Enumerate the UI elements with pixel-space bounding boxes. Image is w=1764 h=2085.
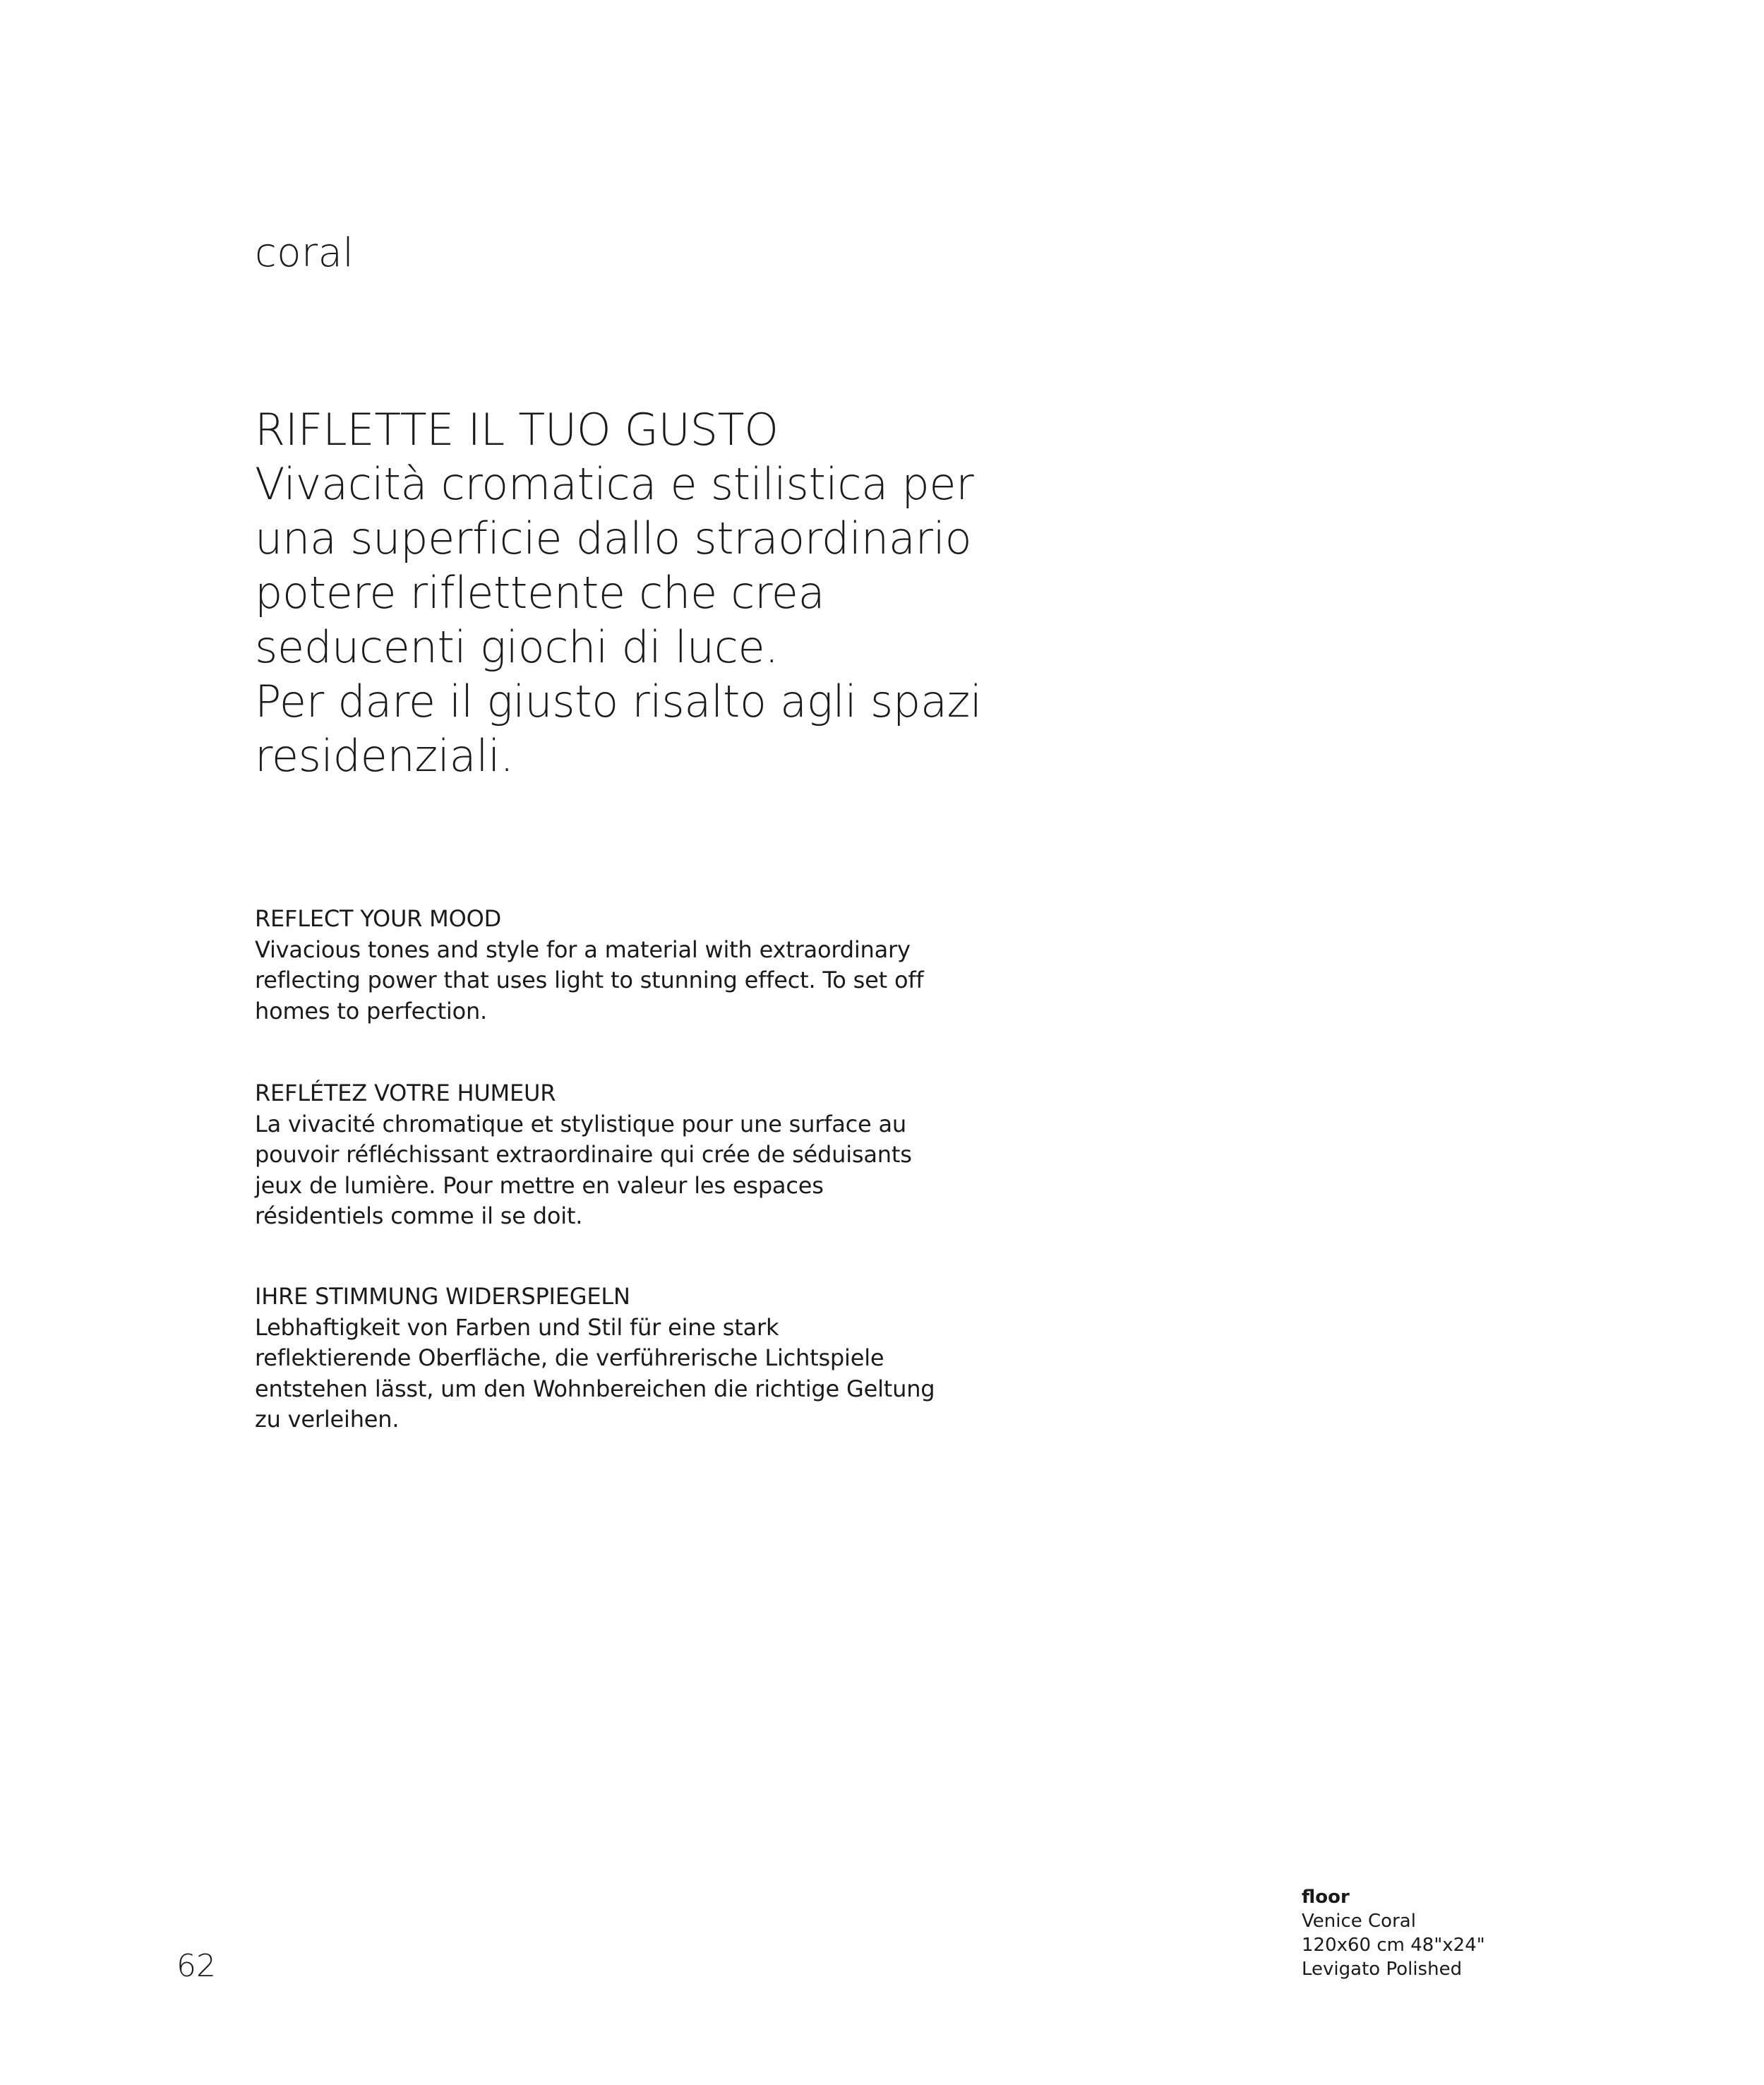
hero-body	[255, 457, 982, 783]
hero-section	[255, 402, 982, 783]
french-line: résidentiels comme il se doit.	[255, 1202, 583, 1229]
french-line: jeux de lumière. Pour mettre en valeur les espaces	[255, 1171, 824, 1199]
english-line: Vivacious tones and style for a material with extraordinary	[255, 936, 911, 963]
hero-line: potere riflettente che crea	[255, 567, 825, 619]
german-line: Lebhaftigkeit von Farben und Stil für eine stark	[255, 1313, 779, 1341]
english-line: reflecting power that uses light to stunning effect. To set off	[255, 967, 924, 993]
hero-line: seducenti giochi di luce.	[255, 621, 779, 673]
english-line: homes to perfection.	[255, 997, 488, 1024]
english-section	[255, 904, 961, 1027]
german-line: zu verleihen.	[255, 1406, 400, 1433]
hero-line: Per dare il giusto risalto agli spazi	[255, 676, 982, 727]
product-caption	[1302, 1885, 1485, 1981]
caption-label: floor	[1302, 1887, 1350, 1908]
page-number: 62	[176, 1948, 216, 1984]
english-title: REFLECT YOUR MOOD	[255, 905, 502, 932]
french-line: La vivacité chromatique et stylistique pour une surface au	[255, 1110, 907, 1137]
caption-line: Levigato Polished	[1302, 1959, 1463, 1980]
hero-line: una superficie dallo straordinario	[255, 513, 972, 564]
collection-name: coral	[255, 230, 354, 276]
german-line: reflektierende Oberfläche, die verführerische Lichtspiele	[255, 1344, 884, 1371]
french-title: REFLÉTEZ VOTRE HUMEUR	[255, 1080, 556, 1106]
german-title: IHRE STIMMUNG WIDERSPIEGELN	[255, 1283, 630, 1310]
french-line: pouvoir réfléchissant extraordinaire qui crée de séduisants	[255, 1141, 912, 1168]
hero-title: RIFLETTE IL TUO GUSTO	[255, 404, 779, 455]
english-body	[255, 935, 961, 1027]
caption-line: 120x60 cm 48"x24"	[1302, 1935, 1485, 1956]
german-section	[255, 1282, 961, 1435]
hero-line: Vivacità cromatica e stilistica per	[255, 458, 974, 510]
hero-line: residenziali.	[255, 730, 514, 782]
german-body	[255, 1313, 961, 1435]
caption-line: Venice Coral	[1302, 1911, 1416, 1932]
french-body	[255, 1109, 961, 1232]
german-line: entstehen lässt, um den Wohnbereichen die richtige Geltung	[255, 1375, 935, 1402]
french-section	[255, 1078, 961, 1232]
